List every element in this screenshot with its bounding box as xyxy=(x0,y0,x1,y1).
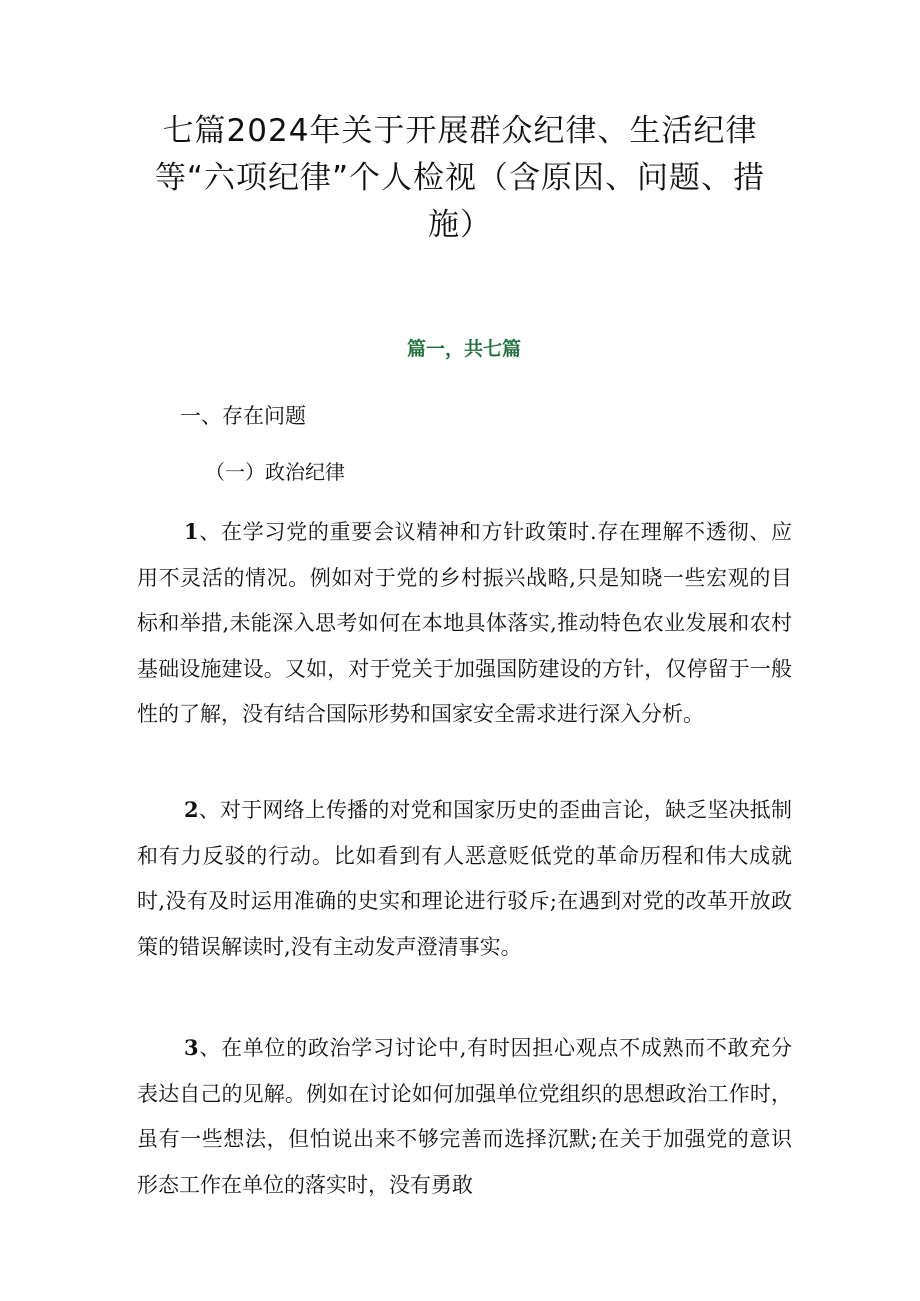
paragraph-number: 3 xyxy=(184,1035,199,1060)
paragraph-text: 、对于网络上传播的对党和国家历史的歪曲言论，缺乏坚决抵制和有力反驳的行动。比如看到有人恶意贬低党的革命历程和伟大成就时,没有及时运用准确的史实和理论进行驳斥;在遇到对党的改革开放政策的错误解读时,没有主动发声澄清事实。 xyxy=(137,798,792,959)
document-subtitle: 篇一，共七篇 xyxy=(406,338,521,360)
paragraph-2 xyxy=(137,787,792,970)
paragraph-3 xyxy=(137,1025,792,1208)
paragraph-number: 2 xyxy=(184,797,199,822)
sub-heading: （一）政治纪律 xyxy=(205,460,345,484)
section-heading: 一、存在问题 xyxy=(180,404,306,428)
paragraph-text: 、在单位的政治学习讨论中,有时因担心观点不成熟而不敢充分表达自己的见解。例如在讨论如何加强单位党组织的思想政治工作时，虽有一些想法，但怕说出来不够完善而选择沉默;在关于加强党的意识形态工作在单位的落实时，没有勇敢 xyxy=(137,1036,792,1197)
paragraph-1 xyxy=(137,509,792,738)
paragraph-number: 1 xyxy=(184,519,199,544)
paragraph-text: 、在学习党的重要会议精神和方针政策时.存在理解不透彻、应用不灵活的情况。例如对于党的乡村振兴战略,只是知晓一些宏观的目标和举措,未能深入思考如何在本地具体落实,推动特色农业发展和农村基础设施建设。又如，对于党关于加强国防建设的方针，仅停留于一般性的了解，没有结合国际形势和国家安全需求进行深入分析。 xyxy=(137,520,792,726)
document-title: 七篇2024年关于开展群众纪律、生活纪律等“六项纪律”个人检视（含原因、问题、措施） xyxy=(154,113,766,243)
